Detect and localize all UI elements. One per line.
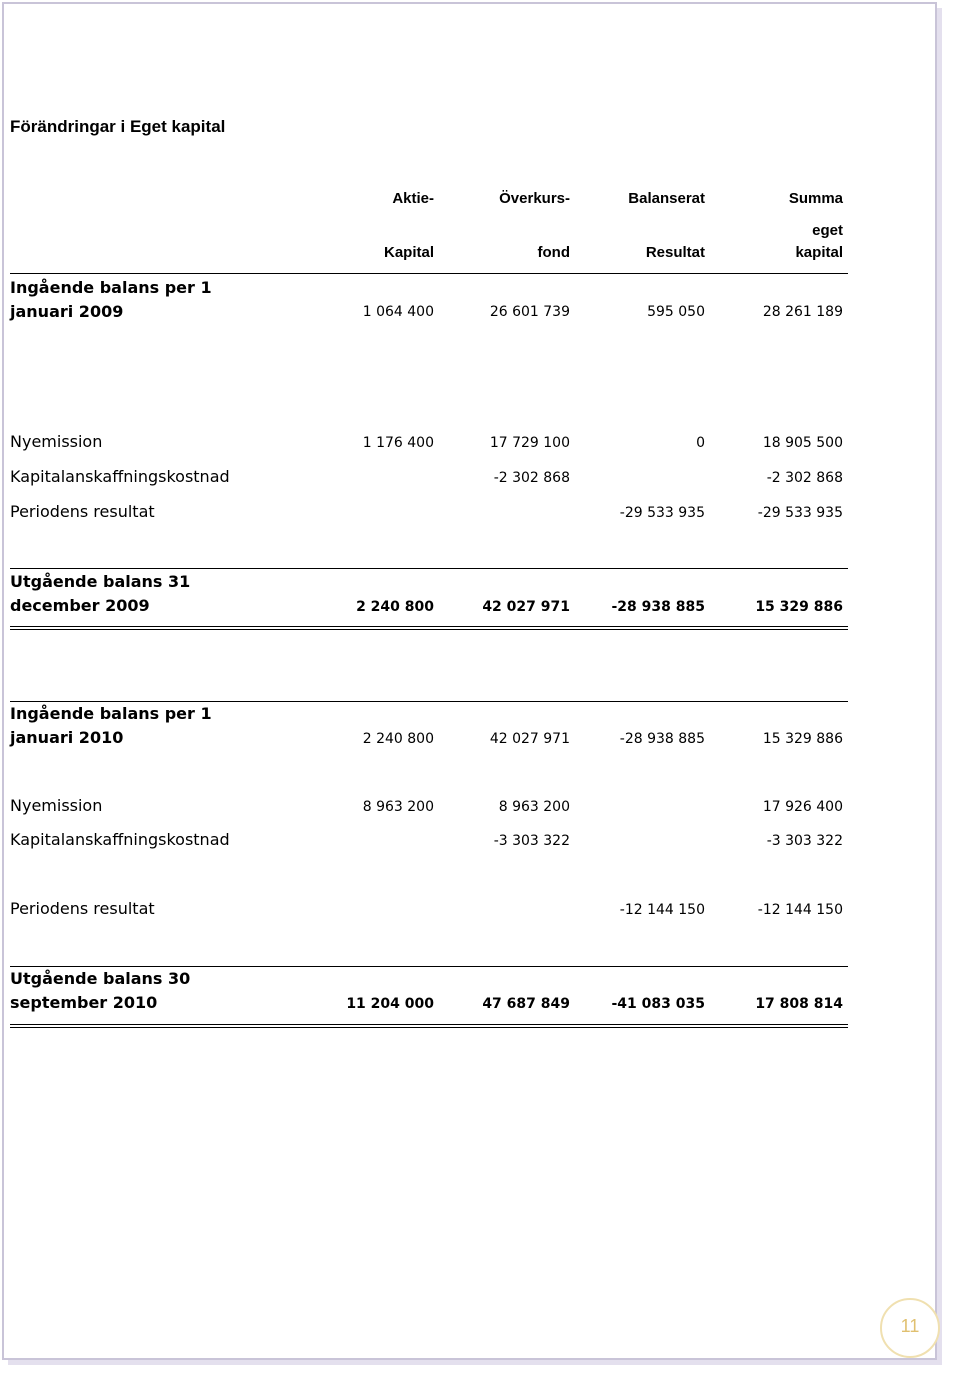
col-header-eget: eget bbox=[812, 222, 843, 239]
cell-value: 8 963 200 bbox=[362, 799, 434, 815]
col-header-summa: Summa bbox=[788, 190, 843, 207]
col-header-kapital: Kapital bbox=[383, 244, 434, 261]
cell-value: 11 204 000 bbox=[346, 996, 434, 1012]
subtotal-rule bbox=[10, 966, 848, 967]
col-header-fond: fond bbox=[537, 244, 570, 261]
row-label: september 2010 bbox=[10, 993, 158, 1012]
cell-value: -2 302 868 bbox=[766, 470, 843, 486]
row-label: Ingående balans per 1 bbox=[10, 278, 212, 297]
row-label: december 2009 bbox=[10, 596, 150, 615]
section-rule bbox=[10, 701, 848, 702]
cell-value: 1 064 400 bbox=[362, 304, 434, 320]
cell-value: -29 533 935 bbox=[757, 505, 843, 521]
row-label: Utgående balans 30 bbox=[10, 969, 191, 988]
cell-value: -29 533 935 bbox=[619, 505, 705, 521]
page-title: Förändringar i Eget kapital bbox=[10, 117, 226, 136]
cell-value: -2 302 868 bbox=[493, 470, 570, 486]
cell-value: 17 808 814 bbox=[755, 996, 843, 1012]
cell-value: 0 bbox=[696, 435, 705, 451]
col-header-resultat: Resultat bbox=[645, 244, 705, 261]
row-label: Nyemission bbox=[10, 796, 103, 815]
col-header-balanserat: Balanserat bbox=[628, 190, 705, 207]
subtotal-rule bbox=[10, 568, 848, 569]
row-label: Nyemission bbox=[10, 432, 103, 451]
cell-value: -3 303 322 bbox=[493, 833, 570, 849]
cell-value: 47 687 849 bbox=[482, 996, 570, 1012]
row-label: januari 2010 bbox=[10, 728, 124, 747]
total-double-rule bbox=[10, 1024, 848, 1028]
row-label: Ingående balans per 1 bbox=[10, 704, 212, 723]
cell-value: 18 905 500 bbox=[762, 435, 843, 451]
col-header-kapital-sum: kapital bbox=[795, 244, 843, 261]
cell-value: 26 601 739 bbox=[489, 304, 570, 320]
row-label: Utgående balans 31 bbox=[10, 572, 191, 591]
cell-value: 17 729 100 bbox=[489, 435, 570, 451]
cell-value: -28 938 885 bbox=[619, 731, 705, 747]
cell-value: 17 926 400 bbox=[762, 799, 843, 815]
cell-value: -12 144 150 bbox=[757, 902, 843, 918]
cell-value: 42 027 971 bbox=[489, 731, 570, 747]
row-label: Kapitalanskaffningskostnad bbox=[10, 467, 230, 486]
cell-value: -28 938 885 bbox=[611, 599, 705, 615]
cell-value: -12 144 150 bbox=[619, 902, 705, 918]
cell-value: 42 027 971 bbox=[482, 599, 570, 615]
cell-value: 8 963 200 bbox=[498, 799, 570, 815]
cell-value: 28 261 189 bbox=[762, 304, 843, 320]
col-header-overkurs: Överkurs- bbox=[499, 190, 570, 207]
cell-value: 2 240 800 bbox=[362, 731, 434, 747]
page-frame-shadow bbox=[937, 8, 942, 1364]
cell-value: -3 303 322 bbox=[766, 833, 843, 849]
total-double-rule bbox=[10, 626, 848, 630]
header-rule bbox=[10, 273, 848, 274]
page-number: 11 bbox=[900, 1316, 920, 1336]
cell-value: -41 083 035 bbox=[611, 996, 705, 1012]
cell-value: 15 329 886 bbox=[755, 599, 843, 615]
cell-value: 1 176 400 bbox=[362, 435, 434, 451]
page-frame-shadow bbox=[8, 1360, 942, 1365]
cell-value: 15 329 886 bbox=[762, 731, 843, 747]
row-label: Kapitalanskaffningskostnad bbox=[10, 830, 230, 849]
cell-value: 595 050 bbox=[647, 304, 705, 320]
col-header-aktie: Aktie- bbox=[392, 190, 434, 207]
row-label: januari 2009 bbox=[10, 302, 124, 321]
row-label: Periodens resultat bbox=[10, 502, 155, 521]
row-label: Periodens resultat bbox=[10, 899, 155, 918]
cell-value: 2 240 800 bbox=[356, 599, 434, 615]
